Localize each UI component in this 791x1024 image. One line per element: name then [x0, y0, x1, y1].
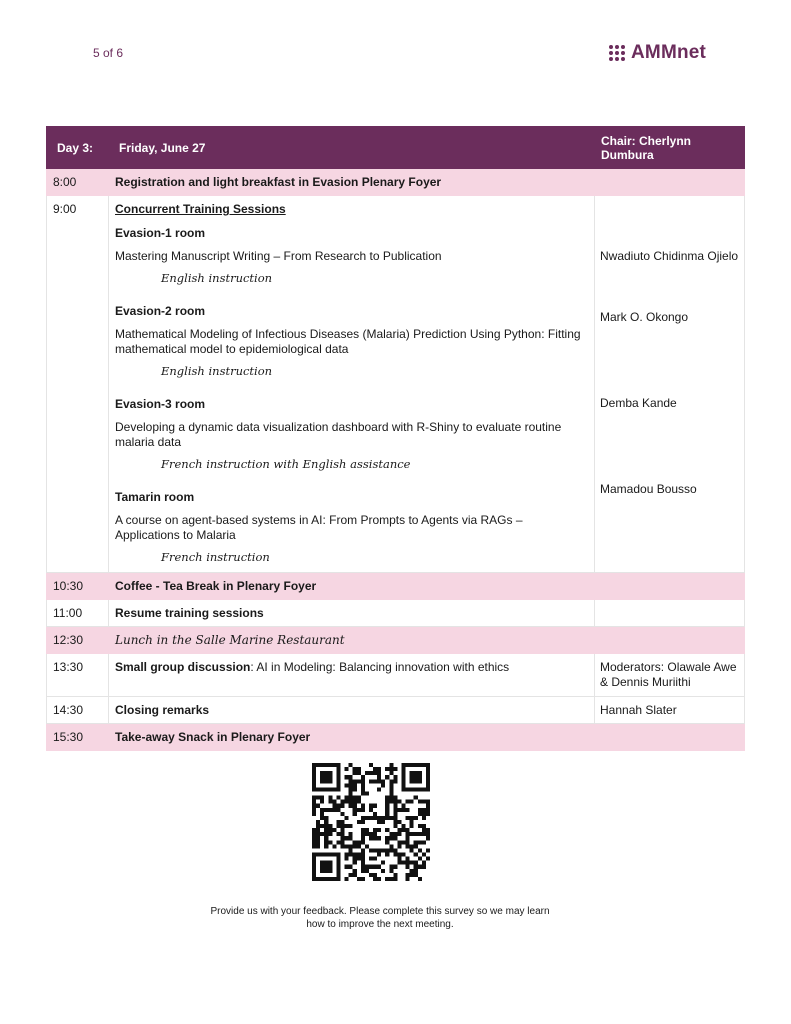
session-instruction: French instruction [161, 550, 270, 564]
logo-text: AMMnet [631, 42, 707, 63]
row-title: Take-away Snack in Plenary Foyer [109, 724, 595, 751]
row-side: Hannah Slater [595, 697, 745, 724]
row-title: Lunch in the Salle Marine Restaurant [109, 627, 595, 654]
table-row [47, 654, 745, 697]
row-side [595, 724, 745, 751]
row-side [595, 573, 745, 600]
row-side: Moderators: Olawale Awe & Dennis Muriithi [595, 654, 745, 697]
table-header-row [47, 127, 745, 169]
session-room: Evasion-2 room [115, 304, 206, 318]
row-time: 14:30 [47, 697, 109, 724]
row-time: 10:30 [47, 573, 109, 600]
row-time: 8:00 [47, 169, 109, 196]
header-chair: Chair: Cherlynn Dumbura [595, 127, 745, 169]
row-title: Concurrent Training Sessions [115, 202, 286, 216]
header-date: Friday, June 27 [109, 127, 595, 169]
speakers-cell [595, 196, 745, 573]
row-title: Coffee - Tea Break in Plenary Foyer [109, 573, 595, 600]
row-time: 12:30 [47, 627, 109, 654]
row-title: Closing remarks [109, 697, 595, 724]
session-speaker: Demba Kande [600, 396, 677, 410]
session-room: Tamarin room [115, 490, 195, 504]
row-title: Registration and light breakfast in Evasion Plenary Foyer [109, 169, 595, 196]
session-title: A course on agent-based systems in AI: From Prompts to Agents via RAGs – Applications to Malaria [115, 513, 523, 542]
row-side [595, 169, 745, 196]
agenda-table [46, 126, 745, 751]
feedback-text: Provide us with your feedback. Please complete this survey so we may learn how to improve the next meeting. [210, 906, 550, 930]
session-title: Developing a dynamic data visualization dashboard with R-Shiny to evaluate routine malaria data [115, 420, 562, 449]
row-title: Resume training sessions [109, 600, 595, 627]
row-title-rest: : AI in Modeling: Balancing innovation with ethics [250, 660, 510, 674]
qr-code-icon[interactable] [312, 763, 430, 881]
table-row [47, 196, 745, 573]
row-time: 15:30 [47, 724, 109, 751]
table-row [47, 600, 745, 627]
row-title-bold: Small group discussion [115, 660, 251, 674]
session-title: Mathematical Modeling of Infectious Diseases (Malaria) Prediction Using Python: Fitting mathematical model to epidemiological data [115, 327, 581, 356]
session-instruction: English instruction [161, 364, 273, 378]
ammnet-logo [609, 42, 706, 64]
row-side [595, 627, 745, 654]
session-speaker: Mamadou Bousso [600, 482, 697, 496]
session-room: Evasion-3 room [115, 397, 206, 411]
training-sessions-cell [109, 196, 595, 573]
header-day: Day 3: [47, 127, 109, 169]
session-instruction: French instruction with English assistance [161, 457, 411, 471]
table-row [47, 697, 745, 724]
session-room: Evasion-1 room [115, 226, 206, 240]
row-time: 13:30 [47, 654, 109, 697]
session-instruction: English instruction [161, 271, 273, 285]
row-time: 11:00 [47, 600, 109, 627]
table-row [47, 724, 745, 751]
session-title: Mastering Manuscript Writing – From Research to Publication [115, 249, 442, 263]
table-row [47, 169, 745, 196]
session-speaker: Mark O. Okongo [600, 310, 689, 324]
row-time: 9:00 [47, 196, 109, 573]
row-title [109, 654, 595, 697]
table-row [47, 573, 745, 600]
page-number: 5 of 6 [93, 46, 124, 60]
session-speaker: Nwadiuto Chidinma Ojielo [600, 249, 739, 263]
dots-grid-icon [609, 45, 625, 61]
table-row [47, 627, 745, 654]
row-side [595, 600, 745, 627]
